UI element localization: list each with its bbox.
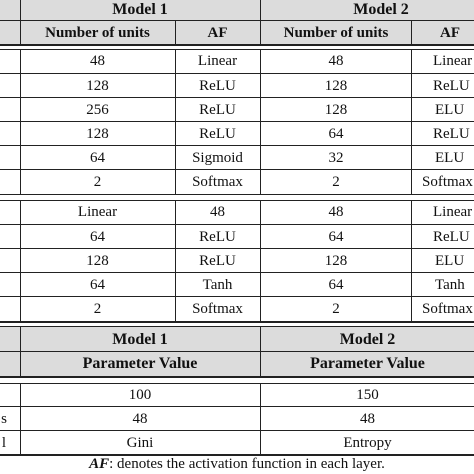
table-cell: 64 [328,228,344,245]
table-cell: Tanh [435,276,465,293]
table-cell: 128 [86,125,109,142]
table-row [0,249,474,273]
table-cell: 48 [328,53,344,69]
rule [0,296,474,297]
table-row [0,297,474,321]
row-label: s [1,410,7,427]
rule [0,224,474,225]
table-cell: Linear [433,53,473,69]
table-cell: 48 [90,53,105,69]
table-cell: 100 [128,386,152,403]
param-value-header-m1: Parameter Value [20,352,260,376]
table-cell: ELU [435,252,465,269]
table-cell: 256 [86,101,109,118]
table-row [0,98,474,122]
table-cell: 2 [93,300,102,317]
rule [0,169,474,170]
table-cell: Tanh [202,276,233,293]
rule [0,376,474,378]
table-row [0,74,474,98]
rule [0,121,474,122]
rule [0,200,474,201]
table-cell: ELU [435,149,465,166]
rule [175,49,176,194]
rule [20,49,21,194]
rule [260,200,261,321]
rule [0,406,474,407]
rule [411,200,412,321]
table-cell: 150 [356,386,379,403]
table-row [0,170,474,194]
rule [0,194,474,195]
rule [0,20,474,21]
rule [0,44,474,46]
rule [260,383,261,454]
table-cell: 32 [328,149,344,166]
table-cell: 64 [90,276,105,293]
table-cell: ReLU [199,77,236,94]
table-cell: 64 [328,276,344,293]
rule [411,49,412,194]
table-cell: Linear [433,204,473,220]
table-cell: Softmax [422,300,473,317]
model2-header: Model 2 [261,0,474,20]
param-value-header-m2: Parameter Value [261,352,474,376]
table-footnote [0,456,474,474]
table-cell: Gini [126,434,154,451]
row-label [0,384,20,406]
rule [0,97,474,98]
table2-param-header-row [0,352,474,376]
rule [175,200,176,321]
rule [0,73,474,74]
rule [0,351,474,352]
table-cell: 64 [328,125,344,142]
table-cell: ReLU [199,252,236,269]
rule [0,272,474,273]
table-cell: ReLU [199,125,236,142]
table-cell: Softmax [422,173,473,190]
rule [20,383,21,454]
rule [0,49,474,50]
footnote-text: : denotes the activation function in each layer. [109,456,385,472]
rule [20,0,21,44]
rule [0,430,474,431]
rule [260,49,261,194]
table1-model-header-row [0,0,474,20]
table-cell: ReLU [433,77,470,94]
rule [260,326,261,376]
table-cell: Entropy [343,434,392,451]
rule [0,248,474,249]
table-cell: ReLU [199,101,236,118]
table2-model2-header: Model 2 [261,328,474,351]
table-cell: Softmax [192,173,243,190]
rule [0,321,474,323]
table-cell: ReLU [199,228,236,245]
table-cell: 64 [90,228,105,245]
rule [260,0,261,44]
rule [20,200,21,321]
rule [20,326,21,376]
table-cell: 128 [86,252,109,269]
table-cell: Softmax [192,300,243,317]
af-header-m1: AF [175,22,260,44]
table-cell: 2 [93,173,102,190]
table2-model-header-row [0,328,474,351]
table-row [0,50,474,73]
table-row [0,146,474,170]
table-cell: 128 [324,101,348,118]
table-row [0,201,474,224]
table-row [0,431,474,455]
table2-model1-header: Model 1 [20,328,260,351]
footnote-abbreviation: AF [89,456,110,472]
table-cell: ELU [435,101,465,118]
rule [0,326,474,327]
table-row [0,407,474,431]
rule [175,20,176,44]
table-cell: ReLU [433,228,470,245]
table-cell: Linear [197,53,238,69]
table-cell: ReLU [433,125,470,142]
table-cell: 128 [324,252,348,269]
table-row [0,122,474,146]
table-row [0,225,474,249]
af-header-m2: AF [411,22,474,44]
rule [0,383,474,384]
row-label: l [1,434,6,451]
rule [411,20,412,44]
table-cell: 2 [332,300,340,317]
table-cell: 2 [332,173,340,190]
table-cell: 48 [210,204,225,220]
model1-header: Model 1 [20,0,260,20]
table-row [0,273,474,297]
table-cell: 48 [132,410,148,427]
table-cell: 64 [90,149,105,166]
table-cell: 128 [324,77,348,94]
table-cell: 48 [360,410,375,427]
table-cell: Sigmoid [192,149,243,166]
table-cell: Linear [77,204,118,220]
rule [0,145,474,146]
units-header-m2: Number of units [261,22,411,44]
table-cell: 128 [86,77,109,94]
table1-column-header-row [0,22,474,44]
table-row [0,384,474,406]
table-cell: 48 [328,204,344,220]
units-header-m1: Number of units [20,22,175,44]
